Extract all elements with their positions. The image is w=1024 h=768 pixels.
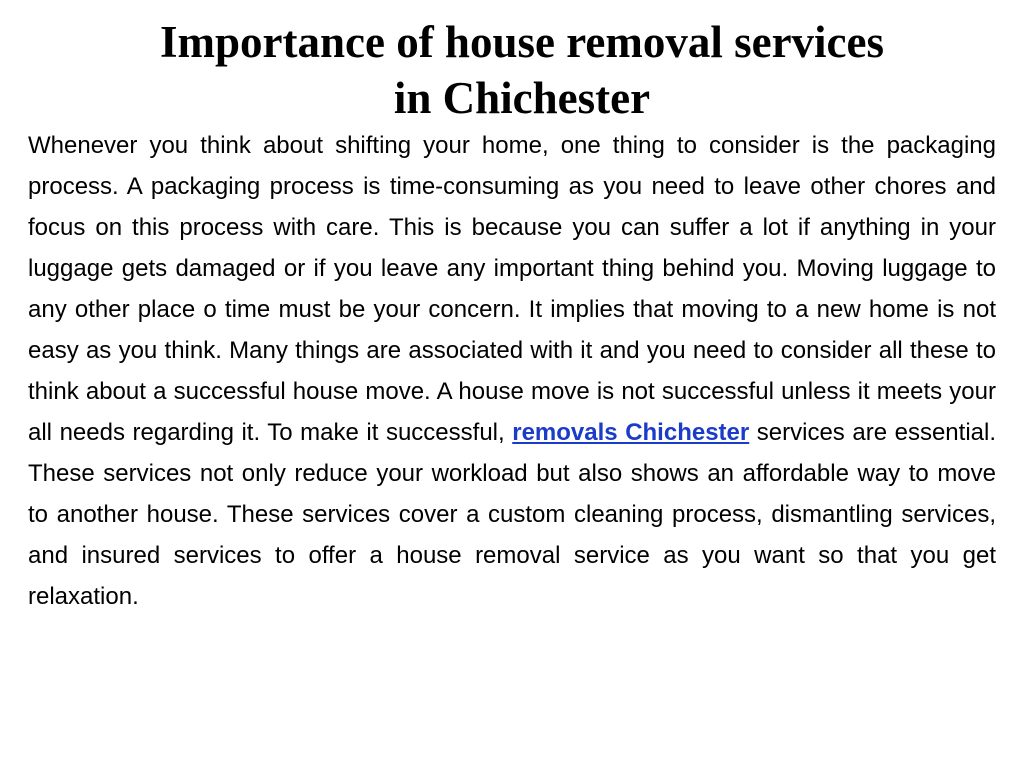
paragraph-text-after-link: services are essential. These services not only reduce your workload but also shows an affordable way to move to another house. These services cover a custom cleaning process, dismantling services, and insured services to offer a house removal service as you want so that you get relaxation. xyxy=(28,419,996,610)
paragraph-text-before-link: Whenever you think about shifting your home, one thing to consider is the packaging process. A packaging process is time-consuming as you need to leave other chores and focus on this process with care. This is because you can suffer a lot if anything in your luggage gets damaged or if you leave any important thing behind you. Moving luggage to any other place o time must be your concern. It implies that moving to a new home is not easy as you think. Many things are associated with it and you need to consider all these to think about a successful house move. A house move is not successful unless it meets your all needs regarding it. To make it successful, xyxy=(28,132,996,446)
page-title xyxy=(40,14,1004,126)
title-line-2: in Chichester xyxy=(393,73,651,123)
body-paragraph xyxy=(28,125,996,617)
removals-chichester-link[interactable]: removals Chichester xyxy=(512,419,750,446)
title-line-1: Importance of house removal services xyxy=(159,17,885,67)
